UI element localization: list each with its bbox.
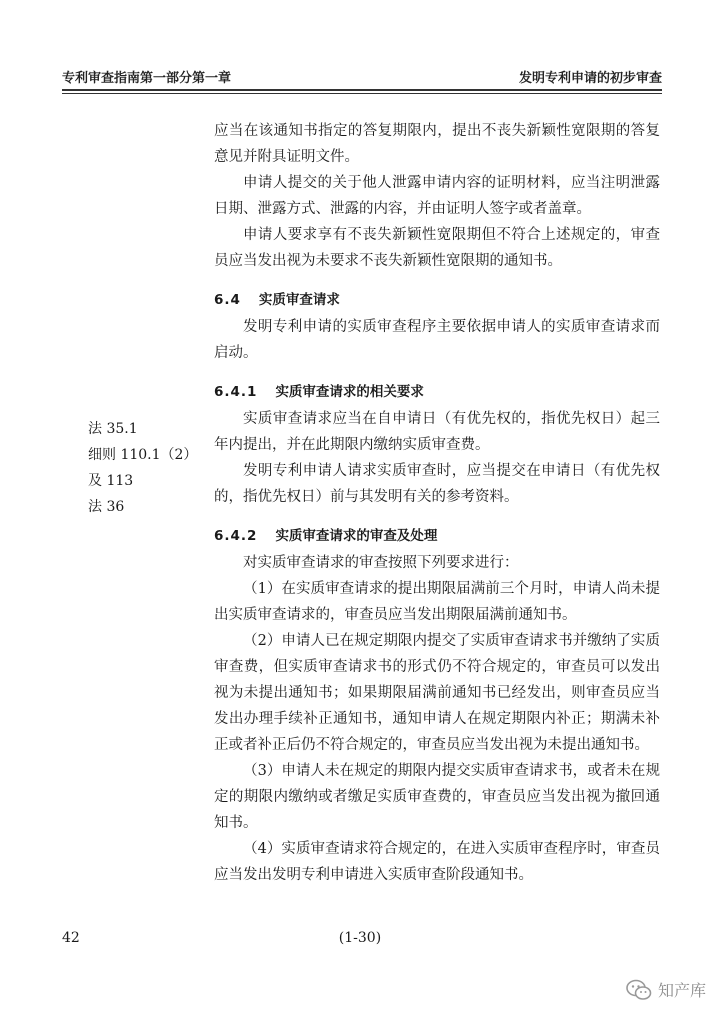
paragraph: 申请人要求享有不丧失新颖性宽限期但不符合上述规定的，审查员应当发出视为未要求不丧失新颖性宽限期的通知书。 (214, 227, 660, 269)
section-title: 实质审查请求的审查及处理 (275, 528, 438, 544)
wechat-icon (626, 979, 652, 1001)
margin-note: 及 113 (88, 473, 134, 489)
section-title: 实质审查请求 (258, 292, 340, 308)
header-rule-thick (62, 89, 662, 91)
section-heading-6-4-1 (214, 378, 660, 406)
section-heading-6-4-2 (214, 522, 660, 550)
section-number: 6.4 (214, 292, 241, 308)
section-number: 6.4.1 (214, 384, 258, 400)
paragraph: 申请人提交的关于他人泄露申请内容的证明材料，应当注明泄露日期、泄露方式、泄露的内容，并由证明人签字或者盖章。 (214, 175, 660, 217)
watermark (626, 978, 706, 1001)
paragraph: 实质审查请求应当在自申请日（有优先权的，指优先权日）起三年内提出，并在此期限内缴纳实质审查费。 (214, 411, 660, 453)
watermark-text: 知产库 (657, 981, 706, 1000)
page-label: (1-30) (338, 930, 382, 946)
paragraph: （3）申请人未在规定的期限内提交实质审查请求书，或者未在规定的期限内缴纳或者缴足实质审查费的，审查员应当发出视为撤回通知书。 (214, 763, 660, 831)
margin-note: 细则 110.1（2） (88, 447, 198, 463)
paragraph: （2）申请人已在规定期限内提交了实质审查请求书并缴纳了实质审查费，但实质审查请求书的形式仍不符合规定的，审查员可以发出视为未提出通知书；如果期限届满前通知书已经发出，则审查员应当发出办理手续补正通知书，通知申请人在规定期限内补正；期满未补正或者补正后仍不符合规定的，审查员应当发出视为未提出通知书。 (214, 633, 660, 753)
paragraph: 发明专利申请人请求实质审查时，应当提交在申请日（有优先权的，指优先权日）前与其发明有关的参考资料。 (214, 463, 660, 505)
section-number: 6.4.2 (214, 528, 258, 544)
margin-note: 法 35.1 (88, 421, 138, 437)
paragraph: 应当在该通知书指定的答复期限内，提出不丧失新颖性宽限期的答复意见并附具证明文件。 (214, 123, 660, 165)
section-title: 实质审查请求的相关要求 (275, 384, 424, 400)
margin-notes (88, 416, 197, 520)
paragraph: 对实质审查请求的审查按照下列要求进行： (243, 555, 519, 571)
section-heading-6-4 (214, 286, 660, 314)
paragraph: （1）在实质审查请求的提出期限届满前三个月时，申请人尚未提出实质审查请求的，审查员应当发出期限届满前通知书。 (214, 581, 660, 623)
header-right-title: 发明专利申请的初步审查 (518, 71, 662, 86)
header-rule-thin (62, 93, 662, 94)
running-header (62, 52, 662, 86)
page-number: 42 (62, 930, 80, 946)
paragraph: （4）实质审查请求符合规定的，在进入实质审查程序时，审查员应当发出发明专利申请进入实质审查阶段通知书。 (214, 841, 660, 883)
paragraph: 发明专利申请的实质审查程序主要依据申请人的实质审查请求而启动。 (214, 319, 660, 361)
main-text (214, 118, 660, 888)
margin-note: 法 36 (88, 499, 125, 515)
header-left-title: 专利审查指南第一部分第一章 (62, 71, 232, 86)
